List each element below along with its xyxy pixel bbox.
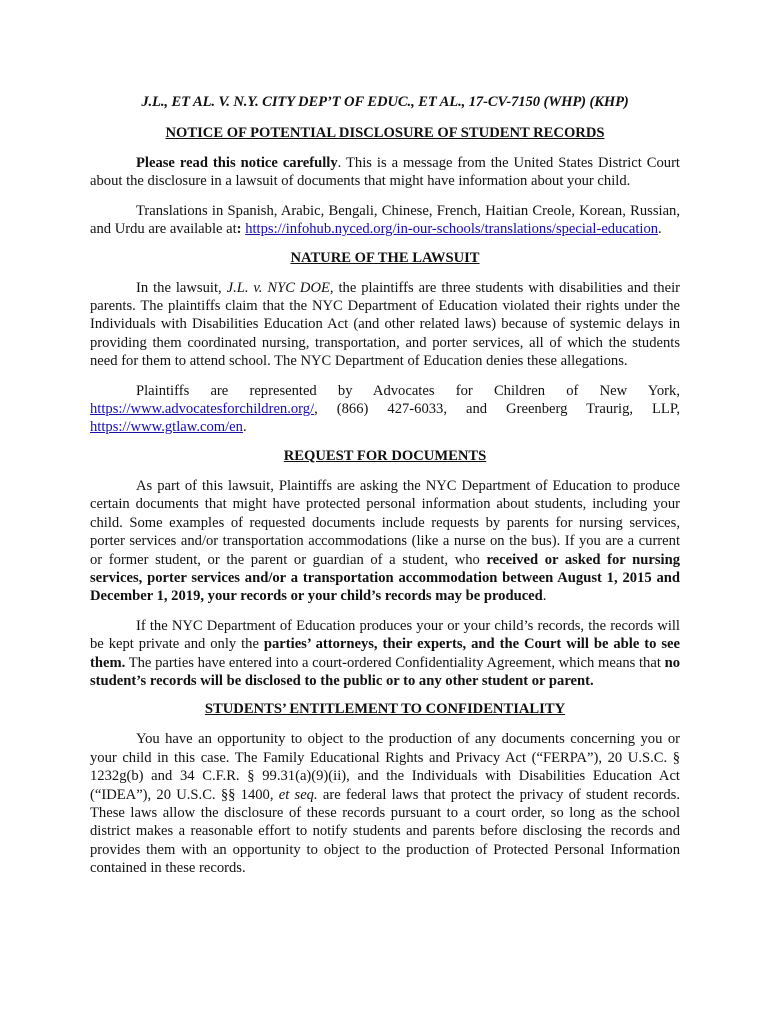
entitlement-paragraph	[90, 730, 680, 877]
translations-text: Translations in Spanish, Arabic, Bengali, Chinese, French, Haitian Creole, Korean, Russian, and Urdu are available at	[90, 202, 680, 238]
translations-paragraph	[90, 202, 680, 239]
representation-paragraph	[90, 382, 680, 437]
nature-text: , the plaintiffs are three students with disabilities and their parents. The plaintiffs claim that the NYC Department of Education violated their rights under the Individuals with Disabilities Education Act (and other related laws) because of systemic delays in providing them coordinated nursing, transportation, and porter services, all of which the students need for them to attend school. The NYC Department of Education denies these allegations.	[90, 279, 680, 370]
nature-heading: NATURE OF THE LAWSUIT	[290, 249, 480, 266]
intro-lead: Please read this notice carefully	[136, 155, 338, 171]
entitlement-post: are federal laws that protect the privacy of student records. These laws allow the disclosure of these records pursuant to a court order, so long as the school district makes a reasonable effort to notify students and parents before disclosing the records and provides them with an opportunity to object to the production of Protected Personal Information contained in these records.	[90, 786, 680, 877]
entitlement-heading: STUDENTS’ ENTITLEMENT TO CONFIDENTIALITY	[204, 701, 566, 718]
intro-paragraph	[90, 154, 680, 191]
translations-end: .	[658, 221, 662, 238]
request-paragraph	[90, 477, 680, 606]
afc-link[interactable]: https://www.advocatesforchildren.org/	[90, 401, 315, 418]
gtlaw-link[interactable]: https://www.gtlaw.com/en	[90, 419, 243, 436]
entitlement-etseq: et seq.	[278, 786, 318, 803]
entitlement-pre: You have an opportunity to object to the production of any documents concerning you or your child in this case. The Family Educational Rights and Privacy Act (“FERPA”), 20 U.S.C. § 1232g(b) and 34 C.F.R. § 99.31(a)(9)(ii), and the Individuals with Disabilities Education Act (“IDEA”), 20 U.S.C. §§ 1400,	[90, 731, 680, 803]
production-bold-1: parties’ attorneys, their experts, and the Court will be able to see them.	[90, 636, 680, 671]
production-paragraph	[90, 617, 680, 691]
representation-pre: Plaintiffs are represented by Advocates for Children of New York,	[136, 382, 680, 399]
translations-colon: :	[236, 221, 242, 238]
intro-text: . This is a message from the United States District Court about the disclosure in a lawsuit of documents that might have information about your child.	[90, 155, 680, 190]
production-bold-2: no student’s records will be disclosed to the public or to any other student or parent.	[90, 654, 680, 689]
representation-end: .	[242, 419, 247, 436]
request-end: .	[542, 588, 547, 605]
nature-pre: In the lawsuit,	[136, 279, 227, 296]
production-pre: If the NYC Department of Education produces your or your child’s records, the records will be kept private and only the	[90, 617, 680, 653]
translations-link[interactable]: https://infohub.nyced.org/in-our-schools/translations/special-education	[245, 221, 659, 238]
production-mid: The parties have entered into a court-ordered Confidentiality Agreement, which means that	[125, 654, 665, 671]
request-text: As part of this lawsuit, Plaintiffs are asking the NYC Department of Education to produce certain documents that might have protected personal information about students, including your child. Some examples of requested documents include requests by parents for nursing services, porter services and/or transportation accommodations (like a nurse on the bus). If you are a current or former student, or the parent or guardian of a student, who	[90, 477, 680, 568]
request-bold: received or asked for nursing services, porter services and/or a transportation accommodation between August 1, 2015 and December 1, 2019, your records or your child’s records may be produced	[90, 551, 681, 605]
request-heading: REQUEST FOR DOCUMENTS	[283, 447, 487, 464]
case-title: J.L., ET AL. V. N.Y. CITY DEP’T OF EDUC., ET AL., 17-CV-7150 (WHP) (KHP)	[141, 94, 629, 110]
nature-case-name: J.L. v. NYC DOE	[226, 279, 330, 296]
nature-paragraph	[90, 279, 680, 371]
notice-heading: NOTICE OF POTENTIAL DISCLOSURE OF STUDENT RECORDS	[165, 125, 605, 141]
representation-mid: , (866) 427-6033, and Greenberg Traurig, LLP,	[314, 401, 680, 418]
